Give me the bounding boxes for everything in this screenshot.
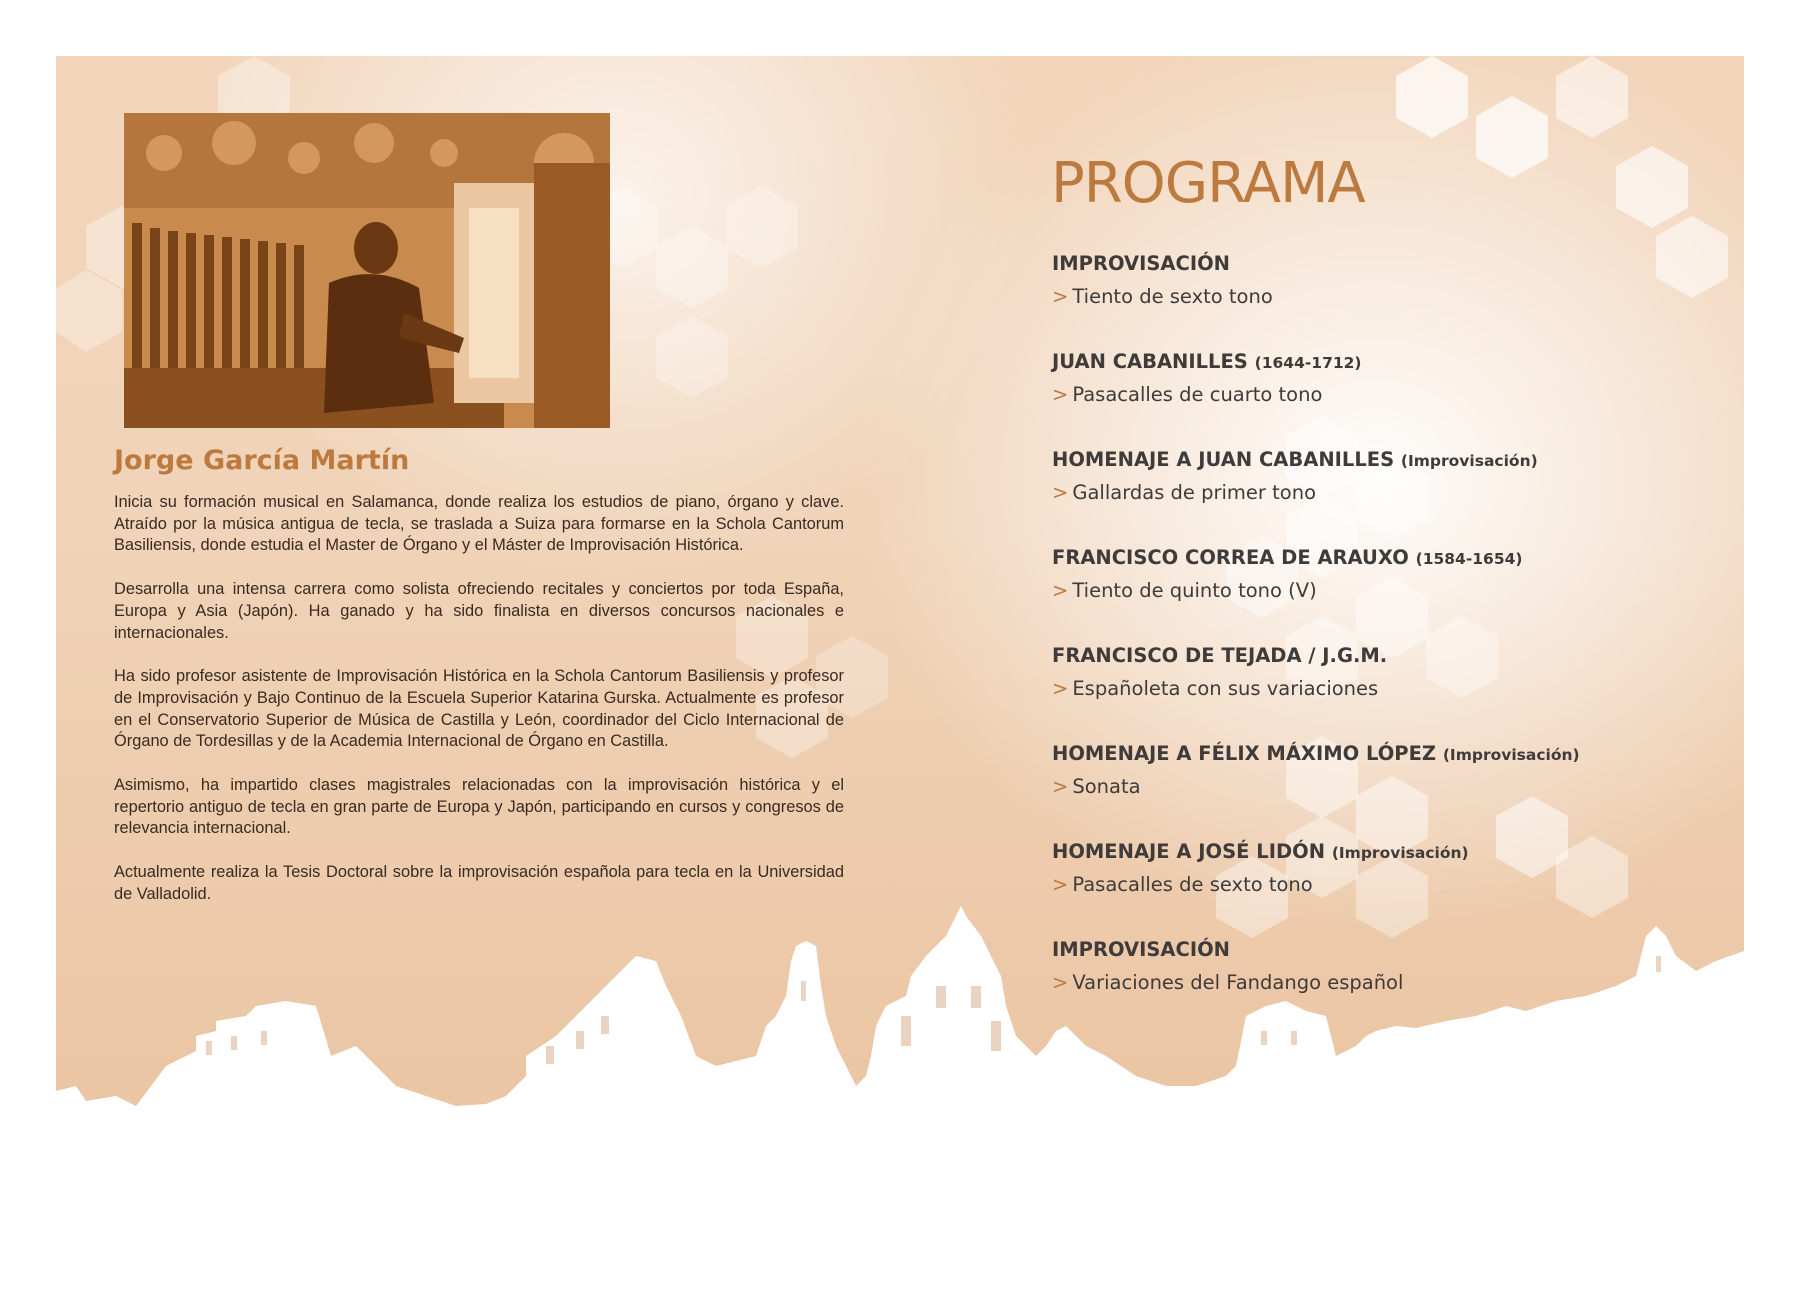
program-item [1052, 350, 1692, 448]
chevron-right-icon: > [1052, 579, 1069, 602]
program-item [1052, 938, 1692, 1036]
program-item-heading [1052, 350, 1692, 375]
program-item [1052, 742, 1692, 840]
chevron-right-icon: > [1052, 481, 1069, 504]
composer-name: IMPROVISACIÓN [1052, 252, 1230, 275]
program-item-heading [1052, 546, 1692, 571]
bio-paragraph: Actualmente realiza la Tesis Doctoral sobre la improvisación española para tecla en la Universidad de Valladolid. [114, 863, 844, 903]
composer-name: HOMENAJE A JUAN CABANILLES [1052, 448, 1395, 471]
program-item-work [1052, 873, 1692, 897]
program-item-heading [1052, 742, 1692, 767]
work-title: Variaciones del Fandango español [1072, 971, 1404, 994]
bio-paragraph: Desarrolla una intensa carrera como solista ofreciendo recitales y conciertos por toda España, Europa y Asia (Japón). Ha ganado y ha sido finalista en diversos concursos nacionales e internacionales. [114, 580, 844, 642]
chevron-right-icon: > [1052, 285, 1069, 308]
organist-photo [124, 113, 610, 428]
program-item-work [1052, 971, 1692, 995]
composer-note: (Improvisación) [1400, 452, 1538, 470]
composer-name: IMPROVISACIÓN [1052, 938, 1230, 961]
program-item-heading [1052, 448, 1692, 473]
program-item [1052, 644, 1692, 742]
program-item [1052, 546, 1692, 644]
program-item-heading [1052, 840, 1692, 865]
composer-name: HOMENAJE A FÉLIX MÁXIMO LÓPEZ [1052, 742, 1437, 765]
chevron-right-icon: > [1052, 775, 1069, 798]
bio-paragraph: Inicia su formación musical en Salamanca, donde realiza los estudios de piano, órgano y clave. Atraído por la música antigua de tecla, se traslada a Suiza para formarse en la Schola Cantorum Basiliensis, donde estudia el Master de Órgano y el Máster de Improvisación Histórica. [114, 493, 844, 555]
composer-note: (1644-1712) [1254, 354, 1362, 372]
program-item-work [1052, 285, 1692, 309]
work-title: Españoleta con sus variaciones [1072, 677, 1379, 700]
composer-name: HOMENAJE A JOSÉ LIDÓN [1052, 840, 1326, 863]
composer-note: (Improvisación) [1442, 746, 1580, 764]
program-item-heading [1052, 252, 1692, 277]
program-item-work [1052, 579, 1692, 603]
performer-name: Jorge García Martín [114, 445, 410, 476]
composer-note: (1584-1654) [1415, 550, 1523, 568]
work-title: Sonata [1072, 775, 1141, 798]
brochure-page [56, 56, 1744, 1251]
bio-paragraph: Ha sido profesor asistente de Improvisación Histórica en la Schola Cantorum Basiliensis y profesor de Improvisación y Bajo Continuo de la Escuela Superior Katarina Gurska. Actualmente es profesor en el Conservatorio Superior de Música de Castilla y León, coordinador del Ciclo Internacional de Órgano de Tordesillas y de la Academia Internacional de Órgano en Castilla. [114, 667, 844, 751]
program-item [1052, 448, 1692, 546]
chevron-right-icon: > [1052, 677, 1069, 700]
chevron-right-icon: > [1052, 383, 1069, 406]
program-item-heading [1052, 644, 1692, 669]
organist-at-organ-image [124, 113, 610, 428]
program-title: PROGRAMA [1051, 151, 1365, 216]
program-item-heading [1052, 938, 1692, 963]
composer-name: JUAN CABANILLES [1052, 350, 1248, 373]
work-title: Tiento de quinto tono (V) [1072, 579, 1317, 602]
program-item-work [1052, 677, 1692, 701]
work-title: Pasacalles de cuarto tono [1072, 383, 1323, 406]
program-item-work [1052, 481, 1692, 505]
composer-note: (Improvisación) [1331, 844, 1469, 862]
chevron-right-icon: > [1052, 873, 1069, 896]
program-item [1052, 252, 1692, 350]
chevron-right-icon: > [1052, 971, 1069, 994]
program-item-work [1052, 383, 1692, 407]
work-title: Gallardas de primer tono [1072, 481, 1317, 504]
work-title: Pasacalles de sexto tono [1072, 873, 1313, 896]
program-item [1052, 840, 1692, 938]
program-list [1052, 252, 1692, 1036]
composer-name: FRANCISCO DE TEJADA / J.G.M. [1052, 644, 1388, 667]
program-item-work [1052, 775, 1692, 799]
work-title: Tiento de sexto tono [1072, 285, 1273, 308]
composer-name: FRANCISCO CORREA DE ARAUXO [1052, 546, 1409, 569]
bio-paragraph: Asimismo, ha impartido clases magistrales relacionadas con la improvisación histórica y el repertorio antiguo de tecla en gran parte de Europa y Japón, participando en cursos y congresos de relevancia internacional. [114, 776, 844, 838]
performer-biography [114, 492, 844, 928]
